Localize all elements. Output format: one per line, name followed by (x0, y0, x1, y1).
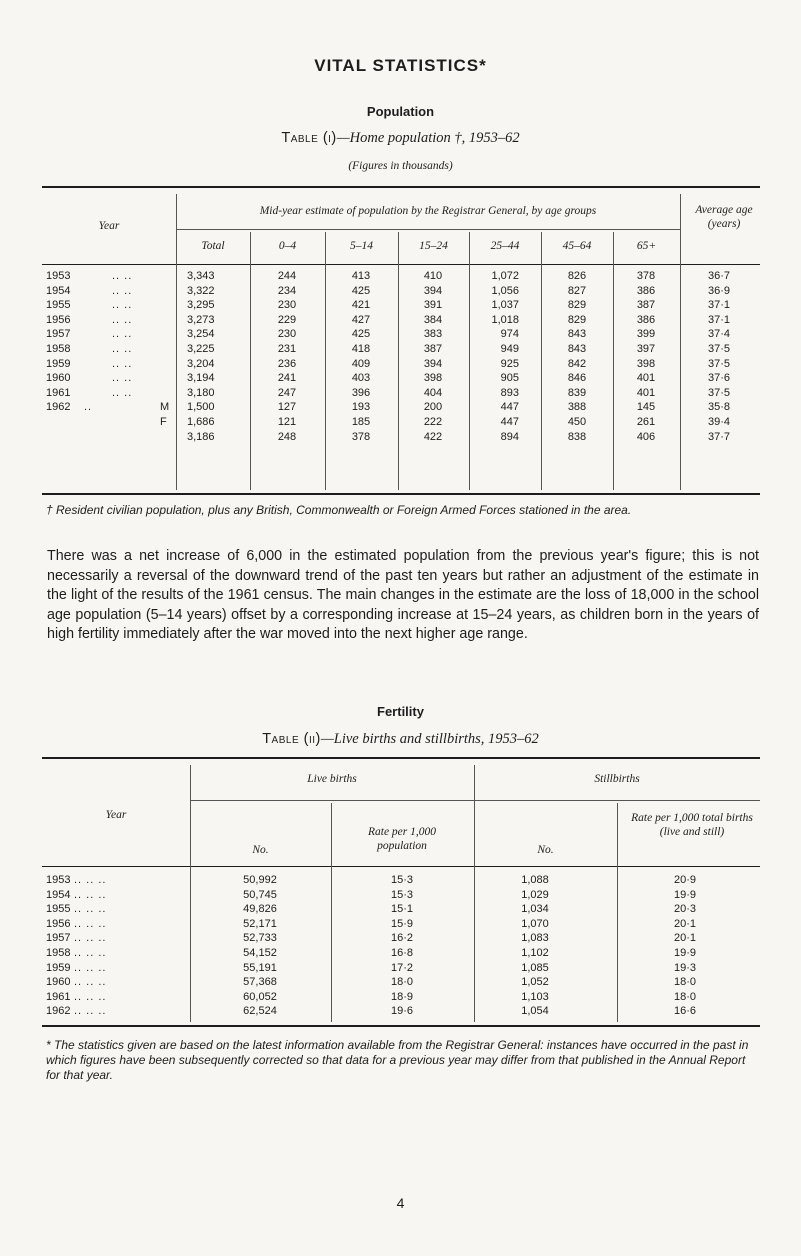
row-year: 1953 (46, 270, 71, 282)
row-year: 1953 (46, 874, 71, 886)
population-heading: Population (366, 104, 435, 119)
table-cell: 37·5 (707, 343, 731, 355)
table-cell: 378 (351, 430, 371, 443)
table-cell: 222 (423, 416, 443, 428)
table-cell: 15·9 (390, 917, 414, 930)
stillbirths-header: Stillbirths (594, 773, 640, 785)
table-cell: 1,070 (521, 917, 549, 930)
table-cell: 1,056 (491, 284, 519, 297)
row-year: 1959 (46, 961, 71, 974)
table-cell: 54,152 (243, 947, 277, 959)
table-cell: 36·7 (707, 270, 731, 282)
table-cell: 185 (351, 416, 371, 428)
table-cell: 37·4 (707, 328, 731, 341)
leader-dots: .. .. (112, 343, 133, 355)
average-age-header: Average age (years) (695, 204, 753, 230)
table-cell: 36·9 (707, 284, 731, 297)
live-no-header: No. (252, 844, 269, 856)
table-cell: 425 (351, 328, 371, 341)
page-number: 4 (396, 1195, 405, 1211)
table-cell: 1,034 (521, 903, 549, 916)
row-year: 1955 (46, 299, 71, 312)
table-cell: 418 (351, 343, 371, 355)
row-year: 1959 (46, 357, 71, 370)
fert-year-header: Year (105, 809, 127, 821)
table-cell: 398 (423, 372, 443, 385)
table-cell: 1,037 (491, 299, 519, 312)
table-cell: 1,085 (521, 961, 549, 974)
leader-dots: .. .. .. (74, 990, 107, 1003)
table-cell: 1,103 (521, 990, 549, 1003)
table-cell: 234 (277, 284, 297, 297)
col-header-total: Total (201, 240, 225, 252)
col-header-0-4: 0–4 (278, 240, 297, 252)
table-cell: 843 (567, 343, 587, 355)
leader-dots: .. .. (112, 270, 133, 282)
leader-dots: .. .. (112, 357, 133, 370)
table-cell: 925 (500, 357, 519, 370)
leader-dots: .. .. (112, 313, 133, 326)
table-cell: 20·3 (673, 903, 697, 916)
table-cell: 244 (277, 270, 297, 282)
row-year: 1956 (46, 313, 71, 326)
table-cell: 3,273 (187, 313, 215, 326)
table-cell: 1,500 (187, 401, 215, 414)
leader-dots: .. .. (112, 284, 133, 297)
table-ii-label: Table (ii) (262, 731, 321, 747)
table-cell: 121 (277, 416, 297, 428)
row-year: 1956 (46, 917, 71, 930)
leader-dots: .. .. .. (74, 976, 107, 989)
table-cell: 1,083 (521, 932, 549, 945)
leader-dots: .. .. .. (74, 932, 107, 945)
table-cell: 17·2 (390, 961, 414, 974)
leader-dots: .. .. (112, 328, 133, 341)
table-cell: 52,733 (243, 932, 277, 945)
row-year: 1954 (46, 888, 71, 901)
row-year: 1957 (46, 932, 71, 945)
table-cell: 37·6 (707, 372, 731, 385)
table-cell: 247 (277, 386, 297, 399)
table-cell: 19·9 (673, 888, 697, 901)
table-cell: 18·0 (673, 976, 697, 989)
table-cell: 1,686 (187, 416, 215, 428)
table-cell: 18·0 (390, 976, 414, 989)
table-cell: 3,295 (187, 299, 215, 312)
table-cell: 409 (351, 357, 371, 370)
table-i-caption (0, 130, 801, 147)
row-year: 1960 (46, 372, 71, 385)
row-year: 1954 (46, 284, 71, 297)
live-rate-header: Rate per 1,000 population (367, 826, 437, 852)
table-cell: 403 (351, 372, 371, 385)
table-cell: 60,052 (243, 990, 277, 1003)
table-cell: 3,343 (187, 270, 215, 282)
table-cell: 241 (277, 372, 297, 385)
leader-dots: .. .. (112, 372, 133, 385)
table-cell: 20·1 (673, 917, 697, 930)
table-cell: 1,102 (521, 947, 549, 959)
table-cell: 18·0 (673, 990, 697, 1003)
table-cell: 193 (351, 401, 371, 414)
table-cell: 37·5 (707, 386, 731, 399)
table-cell: 200 (423, 401, 443, 414)
row-year: 1957 (46, 328, 71, 341)
table-cell: 1,029 (521, 888, 549, 901)
population-paragraph: There was a net increase of 6,000 in the estimated population from the previous year's figure; this is not necessarily a reversal of the downward trend of the past ten years but rather an adjustment of the estimate in the light of the results of the 1961 census. The main changes in the estimate are the loss of 18,000 in the school age population (5–14 years) offset by a corresponding increase at 15–24 years, as children born in the years of high fertility immediately after the war moved into the next higher age range. (47, 548, 759, 643)
table-cell: 37·5 (707, 357, 731, 370)
table-i-label: Table (i) (281, 130, 337, 146)
table-cell: 399 (636, 328, 656, 341)
row-year: 1958 (46, 343, 71, 355)
table-cell: 827 (567, 284, 587, 297)
leader-dots: .. .. .. (74, 874, 107, 886)
table-cell: 19·6 (390, 1005, 414, 1018)
table-cell: 3,180 (187, 386, 215, 399)
table-cell: 425 (351, 284, 371, 297)
table-cell: 829 (567, 299, 587, 312)
row-year: 1962 (46, 401, 71, 414)
leader-dots: .. .. .. (74, 917, 107, 930)
table-cell: 383 (423, 328, 443, 341)
table-cell: 16·2 (390, 932, 414, 945)
table-cell: 410 (423, 270, 443, 282)
row-year: 1960 (46, 976, 71, 989)
table-i-title: —Home population †, 1953–62 (336, 130, 520, 146)
table-cell: 406 (636, 430, 656, 443)
col-header-45-64: 45–64 (562, 240, 592, 252)
table-cell: 396 (351, 386, 371, 399)
table-cell: 3,322 (187, 284, 215, 297)
table-cell: 20·1 (673, 932, 697, 945)
col-header-5-14: 5–14 (350, 240, 373, 252)
table-cell: 401 (636, 372, 656, 385)
live-births-header: Live births (307, 773, 357, 785)
still-no-header: No. (537, 844, 554, 856)
table-cell: 846 (567, 372, 587, 385)
col-header-15-24: 15–24 (419, 240, 448, 252)
table-cell: 37·1 (707, 313, 731, 326)
table-cell: 16·8 (390, 947, 414, 959)
table-cell: 19·9 (673, 947, 697, 959)
table-cell: 384 (423, 313, 443, 326)
table-cell: 447 (500, 416, 519, 428)
table-cell: 450 (567, 416, 587, 428)
table-cell: 949 (500, 343, 519, 355)
table-cell: 974 (500, 328, 519, 341)
table-cell: 230 (277, 328, 297, 341)
table-cell: 829 (567, 313, 587, 326)
table-cell: 893 (500, 386, 519, 399)
leader-dots: .. .. .. (74, 903, 107, 916)
age-group-header: Mid-year estimate of population by the Registrar General, by age groups (259, 205, 597, 217)
table-cell: 52,171 (243, 917, 277, 930)
table-cell: 1,072 (491, 270, 519, 282)
row-sex: M (160, 401, 170, 414)
table-cell: 229 (277, 313, 297, 326)
table-cell: 413 (351, 270, 371, 282)
table-cell: 145 (636, 401, 656, 414)
table-cell: 39·4 (707, 416, 731, 428)
table-cell: 16·6 (673, 1005, 697, 1018)
table-cell: 843 (567, 328, 587, 341)
table-cell: 248 (277, 430, 297, 443)
table-cell: 37·1 (707, 299, 731, 312)
row-year: 1961 (46, 386, 71, 399)
table-cell: 394 (423, 284, 443, 297)
table-cell: 386 (636, 313, 656, 326)
table-cell: 127 (277, 401, 297, 414)
table-cell: 838 (567, 430, 587, 443)
page-title: VITAL STATISTICS* (314, 56, 487, 75)
table-cell: 3,194 (187, 372, 215, 385)
table-cell: 49,826 (243, 903, 277, 916)
statistics-footnote: * The statistics given are based on the latest information available from the Registrar General: instances have occurred in the past in which figures have been subsequently corrected so that data for a previous year may differ from that published in the Annual Report for that year. (46, 1038, 749, 1082)
table-cell: 1,052 (521, 976, 549, 989)
table-cell: 1,054 (521, 1005, 549, 1018)
row-year: 1961 (46, 990, 71, 1003)
table-cell: 401 (636, 386, 656, 399)
leader-dots: .. .. .. (74, 1005, 107, 1018)
table-cell: 391 (423, 299, 443, 312)
table-cell: 37·7 (707, 430, 731, 443)
table-cell: 18·9 (390, 990, 414, 1003)
col-header-65-plus: 65+ (636, 240, 657, 252)
table-cell: 55,191 (243, 961, 277, 974)
table-cell: 3,204 (187, 357, 215, 370)
table-cell: 19·3 (673, 961, 697, 974)
table-cell: 397 (636, 343, 656, 355)
table-cell: 230 (277, 299, 297, 312)
table-ii-caption (0, 731, 801, 748)
table-cell: 15·1 (390, 903, 414, 916)
table-cell: 3,254 (187, 328, 215, 341)
table-cell: 387 (423, 343, 443, 355)
leader-dots: .. .. (112, 386, 133, 399)
table-cell: 394 (423, 357, 443, 370)
table-cell: 62,524 (243, 1005, 277, 1018)
table-cell: 35·8 (707, 401, 731, 414)
table-cell: 842 (567, 357, 587, 370)
table-cell: 236 (277, 357, 297, 370)
col-header-25-44: 25–44 (490, 240, 520, 252)
table-cell: 50,745 (243, 888, 277, 901)
table-cell: 3,225 (187, 343, 215, 355)
row-sex: F (160, 416, 167, 428)
table-cell: 15·3 (390, 888, 414, 901)
leader-dots: .. .. (112, 299, 133, 312)
table-cell: 378 (636, 270, 656, 282)
table-cell: 905 (500, 372, 519, 385)
row-year: 1955 (46, 903, 71, 916)
table-cell: 386 (636, 284, 656, 297)
table-cell: 447 (500, 401, 519, 414)
table-cell: 15·3 (390, 874, 414, 886)
table-cell: 398 (636, 357, 656, 370)
table-cell: 387 (636, 299, 656, 312)
table-cell: 57,368 (243, 976, 277, 989)
table-cell: 421 (351, 299, 371, 312)
leader-dots: .. (84, 401, 93, 414)
population-footnote: † Resident civilian population, plus any British, Commonwealth or Foreign Armed Forces stationed in the area. (46, 503, 632, 517)
table-cell: 427 (351, 313, 371, 326)
year-header: Year (98, 220, 120, 232)
table-i-subtitle: (Figures in thousands) (348, 160, 453, 172)
table-cell: 1,088 (521, 874, 549, 886)
table-cell: 422 (423, 430, 443, 443)
leader-dots: .. .. .. (74, 888, 107, 901)
still-rate-header: Rate per 1,000 total births (live and still) (631, 812, 753, 838)
table-ii-title: —Live births and stillbirths, 1953–62 (320, 731, 539, 747)
table-cell: 20·9 (673, 874, 697, 886)
table-cell: 3,186 (187, 430, 215, 443)
leader-dots: .. .. .. (74, 947, 107, 959)
table-cell: 839 (567, 386, 587, 399)
table-cell: 404 (423, 386, 443, 399)
row-year: 1962 (46, 1005, 71, 1018)
table-cell: 826 (567, 270, 587, 282)
table-cell: 50,992 (243, 874, 277, 886)
leader-dots: .. .. .. (74, 961, 107, 974)
row-year: 1958 (46, 947, 71, 959)
table-cell: 388 (567, 401, 587, 414)
fertility-heading: Fertility (377, 704, 424, 719)
table-cell: 894 (500, 430, 519, 443)
table-cell: 1,018 (491, 313, 519, 326)
table-cell: 261 (636, 416, 656, 428)
table-cell: 231 (277, 343, 297, 355)
